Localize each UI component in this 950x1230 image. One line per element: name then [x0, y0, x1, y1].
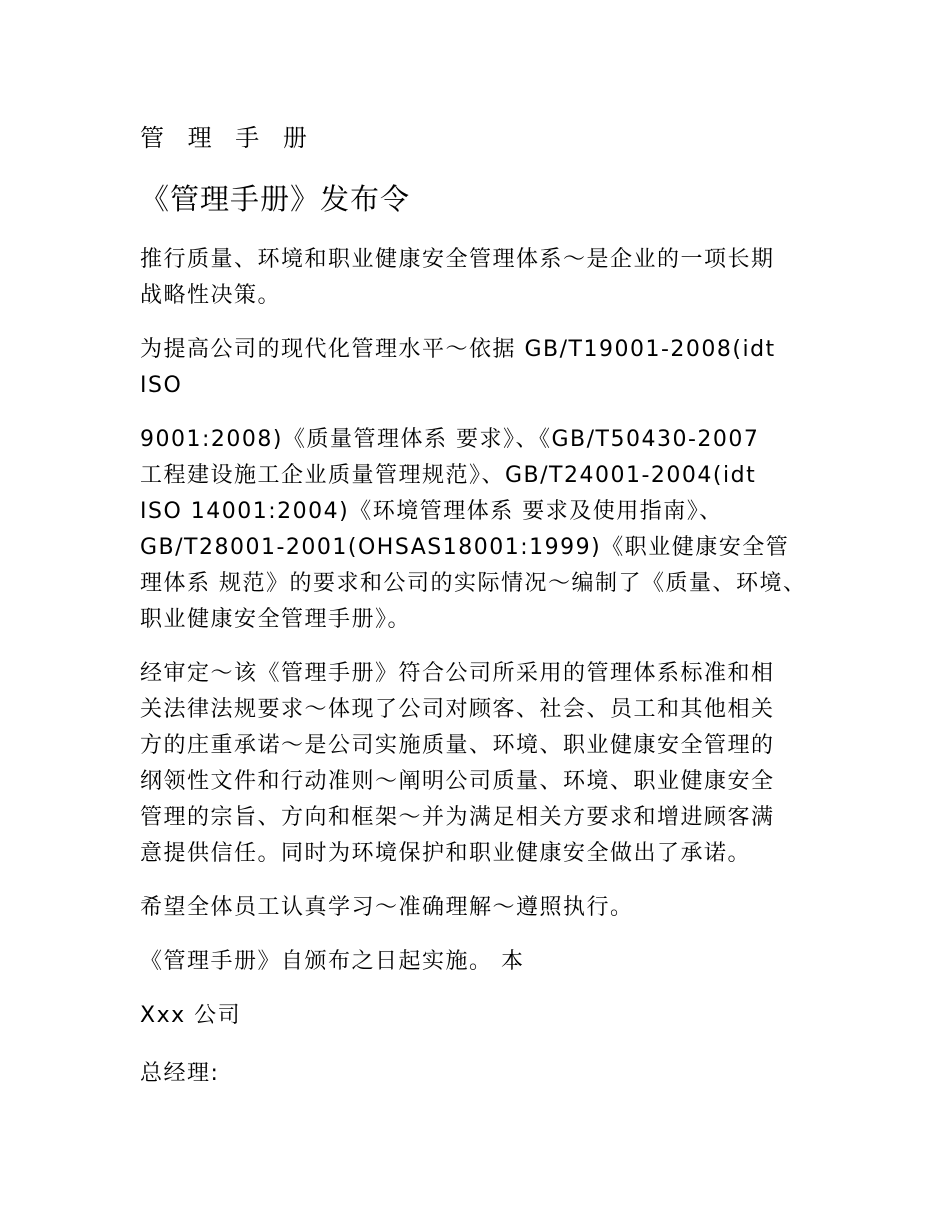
paragraph-3-line-4: GB/T28001-2001(OHSAS18001:1999)《职业健康安全管 [140, 535, 790, 560]
paragraph-4-line-1: 经审定～该《管理手册》符合公司所采用的管理体系标准和相 [140, 661, 775, 686]
paragraph-2-line-1: 为提高公司的现代化管理水平～依据 GB/T19001-2008(idt [140, 337, 776, 362]
paragraph-4-line-6: 意提供信任。同时为环境保护和职业健康安全做出了承诺。 [140, 841, 752, 866]
company-name: Xxx 公司 [140, 1003, 242, 1028]
paragraph-4-line-3: 方的庄重承诺～是公司实施质量、环境、职业健康安全管理的 [140, 733, 775, 758]
general-manager-label: 总经理: [140, 1061, 220, 1086]
paragraph-3-line-1: 9001:2008)《质量管理体系 要求》、《GB/T50430-2007 [140, 427, 760, 452]
paragraph-1-line-2: 战略性决策。 [140, 283, 282, 308]
paragraph-3-line-5: 理体系 规范》的要求和公司的实际情况～编制了《质量、环境、 [140, 571, 807, 596]
paragraph-6-line-1: 《管理手册》自颁布之日起实施。 本 [140, 949, 525, 974]
paragraph-4-line-2: 关法律法规要求～体现了公司对顾客、社会、员工和其他相关 [140, 697, 775, 722]
paragraph-2-line-2: ISO [140, 373, 183, 398]
paragraph-5-line-1: 希望全体员工认真学习～准确理解～遵照执行。 [140, 895, 634, 920]
paragraph-3-line-2: 工程建设施工企业质量管理规范》、GB/T24001-2004(idt [140, 463, 757, 488]
paragraph-3-line-3: ISO 14001:2004)《环境管理体系 要求及使用指南》、 [140, 499, 723, 524]
paragraph-4-line-4: 纲领性文件和行动准则～阐明公司质量、环境、职业健康安全 [140, 769, 775, 794]
document-heading: 管 理 手 册 [140, 124, 315, 152]
paragraph-1-line-1: 推行质量、环境和职业健康安全管理体系～是企业的一项长期 [140, 247, 775, 272]
paragraph-3-line-6: 职业健康安全管理手册》。 [140, 607, 412, 632]
document-title: 《管理手册》发布令 [140, 182, 411, 216]
paragraph-4-line-5: 管理的宗旨、方向和框架～并为满足相关方要求和增进顾客满 [140, 805, 775, 830]
